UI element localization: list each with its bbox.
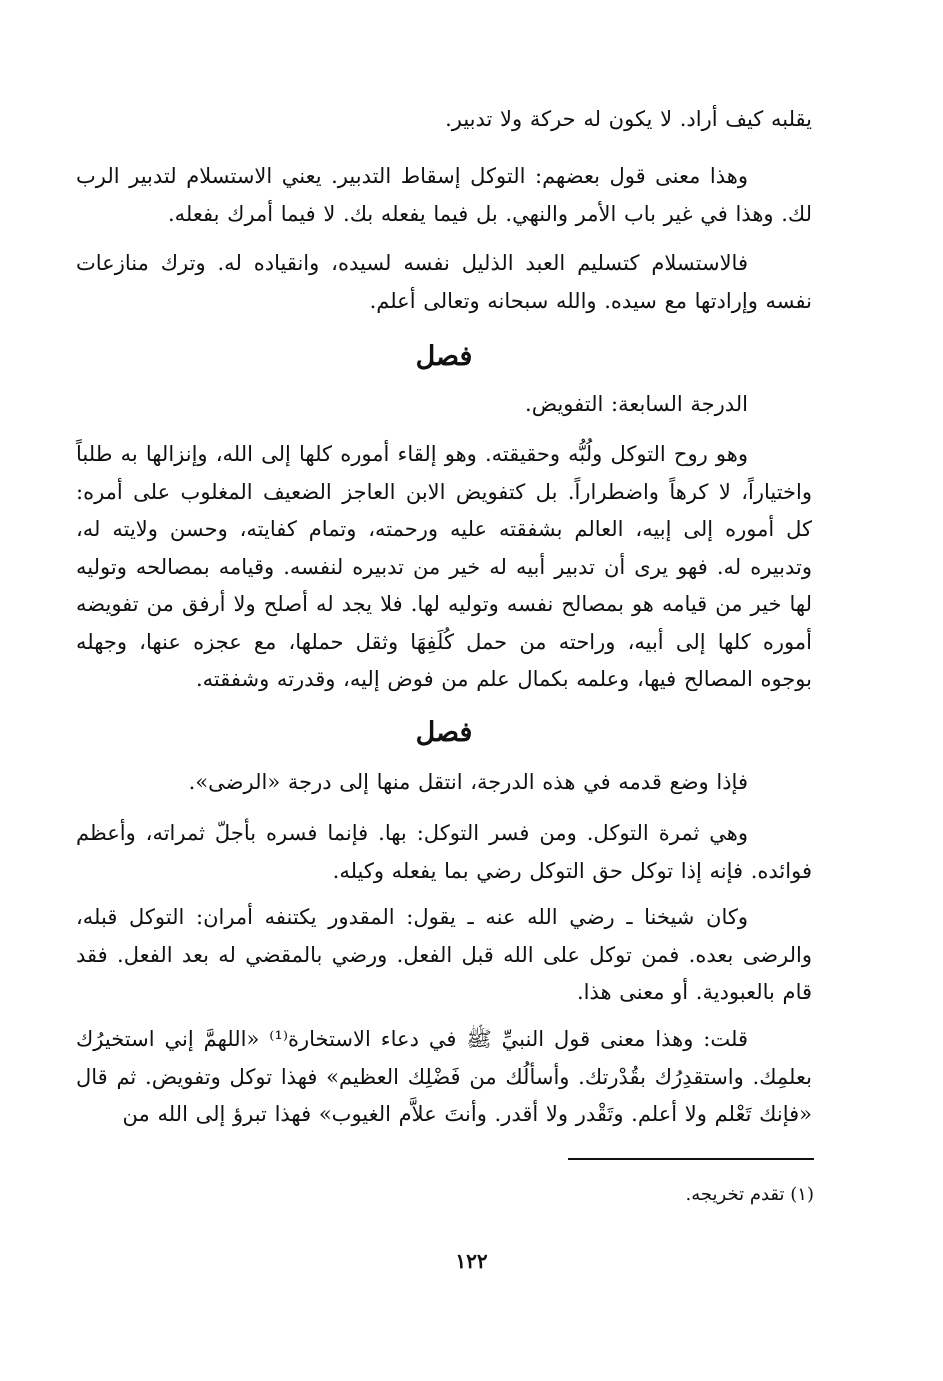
paragraph-shaykh-saying: وكان شيخنا ـ رضي الله عنه ـ يقول: المقدور يكتنفه أمران: التوكل قبله، والرضى بعده. فمن توكل على الله قبل الفعل. ورضي بالمقضي له بعد الفعل. فقد قام بالعبودية. أو معنى هذا. — [76, 905, 812, 1004]
page-number: ١٢٢ — [455, 1249, 488, 1273]
paragraph-seventh-degree: الدرجة السابعة: التفويض. — [525, 392, 748, 416]
paragraph-fruit-of-tawakkul: وهي ثمرة التوكل. ومن فسر التوكل: بها. فإنما فسره بأجلّ ثمراته، وأعظم فوائده. فإنه إذا توكل حق التوكل رضي بما يفعله وكيله. — [76, 821, 812, 883]
paragraph-tafwid: وهو روح التوكل ولُبُّه وحقيقته. وهو إلقاء أموره كلها إلى الله، وإنزالها به طلباً واختياراً، لا كرهاً واضطراراً. بل كتفويض الابن العاجز الضعيف المغلوب على أمره: كل أموره إلى إبيه، العالم بشفقته عليه ورحمته، وتمام كفايته، وحسن ولايته له، وتدبيره له. فهو يرى أن تدبير أبيه له خير من تدبيره لنفسه. وقيامه بمصالحه وتوليه لها خير من قيامه هو بمصالح نفسه وتوليه لها. فلا يجد له أصلح ولا أرفق من تفويضه أموره كلها إلى أبيه، وراحته من حمل كُلَفِهَا وثقل حملها، مع عجزه عنها، وجهله بوجوه المصالح فيها، وعلمه بكمال علم من فوض إليه، وقدرته وشفقته. — [76, 442, 812, 691]
paragraph-istikhara: قلت: وهذا معنى قول النبيِّ ﷺ في دعاء الاستخارة⁽¹⁾ «اللهمَّ إني استخيرُك بعلمِك. واستقدِرُك بقُدْرتك. وأسألُك من فَضْلِك العظيم» فهذا توكل وتفويض. ثم قال «فإنك تَعْلم ولا أعلم. وتَقْدر ولا أقدر. وأنتَ علاَّم الغيوب» فهذا تبرؤ إلى الله من — [76, 1027, 812, 1126]
footnote: (١) تقدم تخريجه. — [685, 1184, 814, 1205]
section-heading-1: فصل — [415, 341, 473, 372]
paragraph-rida-degree: فإذا وضع قدمه في هذه الدرجة، انتقل منها إلى درجة «الرضى». — [188, 770, 748, 794]
paragraph-istislam: فالاستسلام كتسليم العبد الذليل نفسه لسيده، وانقياده له. وترك منازعات نفسه وإرادتها مع سيده. والله سبحانه وتعالى أعلم. — [76, 251, 812, 313]
footnote-divider — [568, 1158, 814, 1160]
paragraph-continuation: يقلبه كيف أراد. لا يكون له حركة ولا تدبير. — [445, 107, 812, 131]
paragraph-tawakkul-meaning: وهذا معنى قول بعضهم: التوكل إسقاط التدبير. يعني الاستسلام لتدبير الرب لك. وهذا في غير باب الأمر والنهي. بل فيما يفعله بك. لا فيما أمرك بفعله. — [76, 164, 812, 226]
section-heading-2: فصل — [415, 717, 473, 748]
